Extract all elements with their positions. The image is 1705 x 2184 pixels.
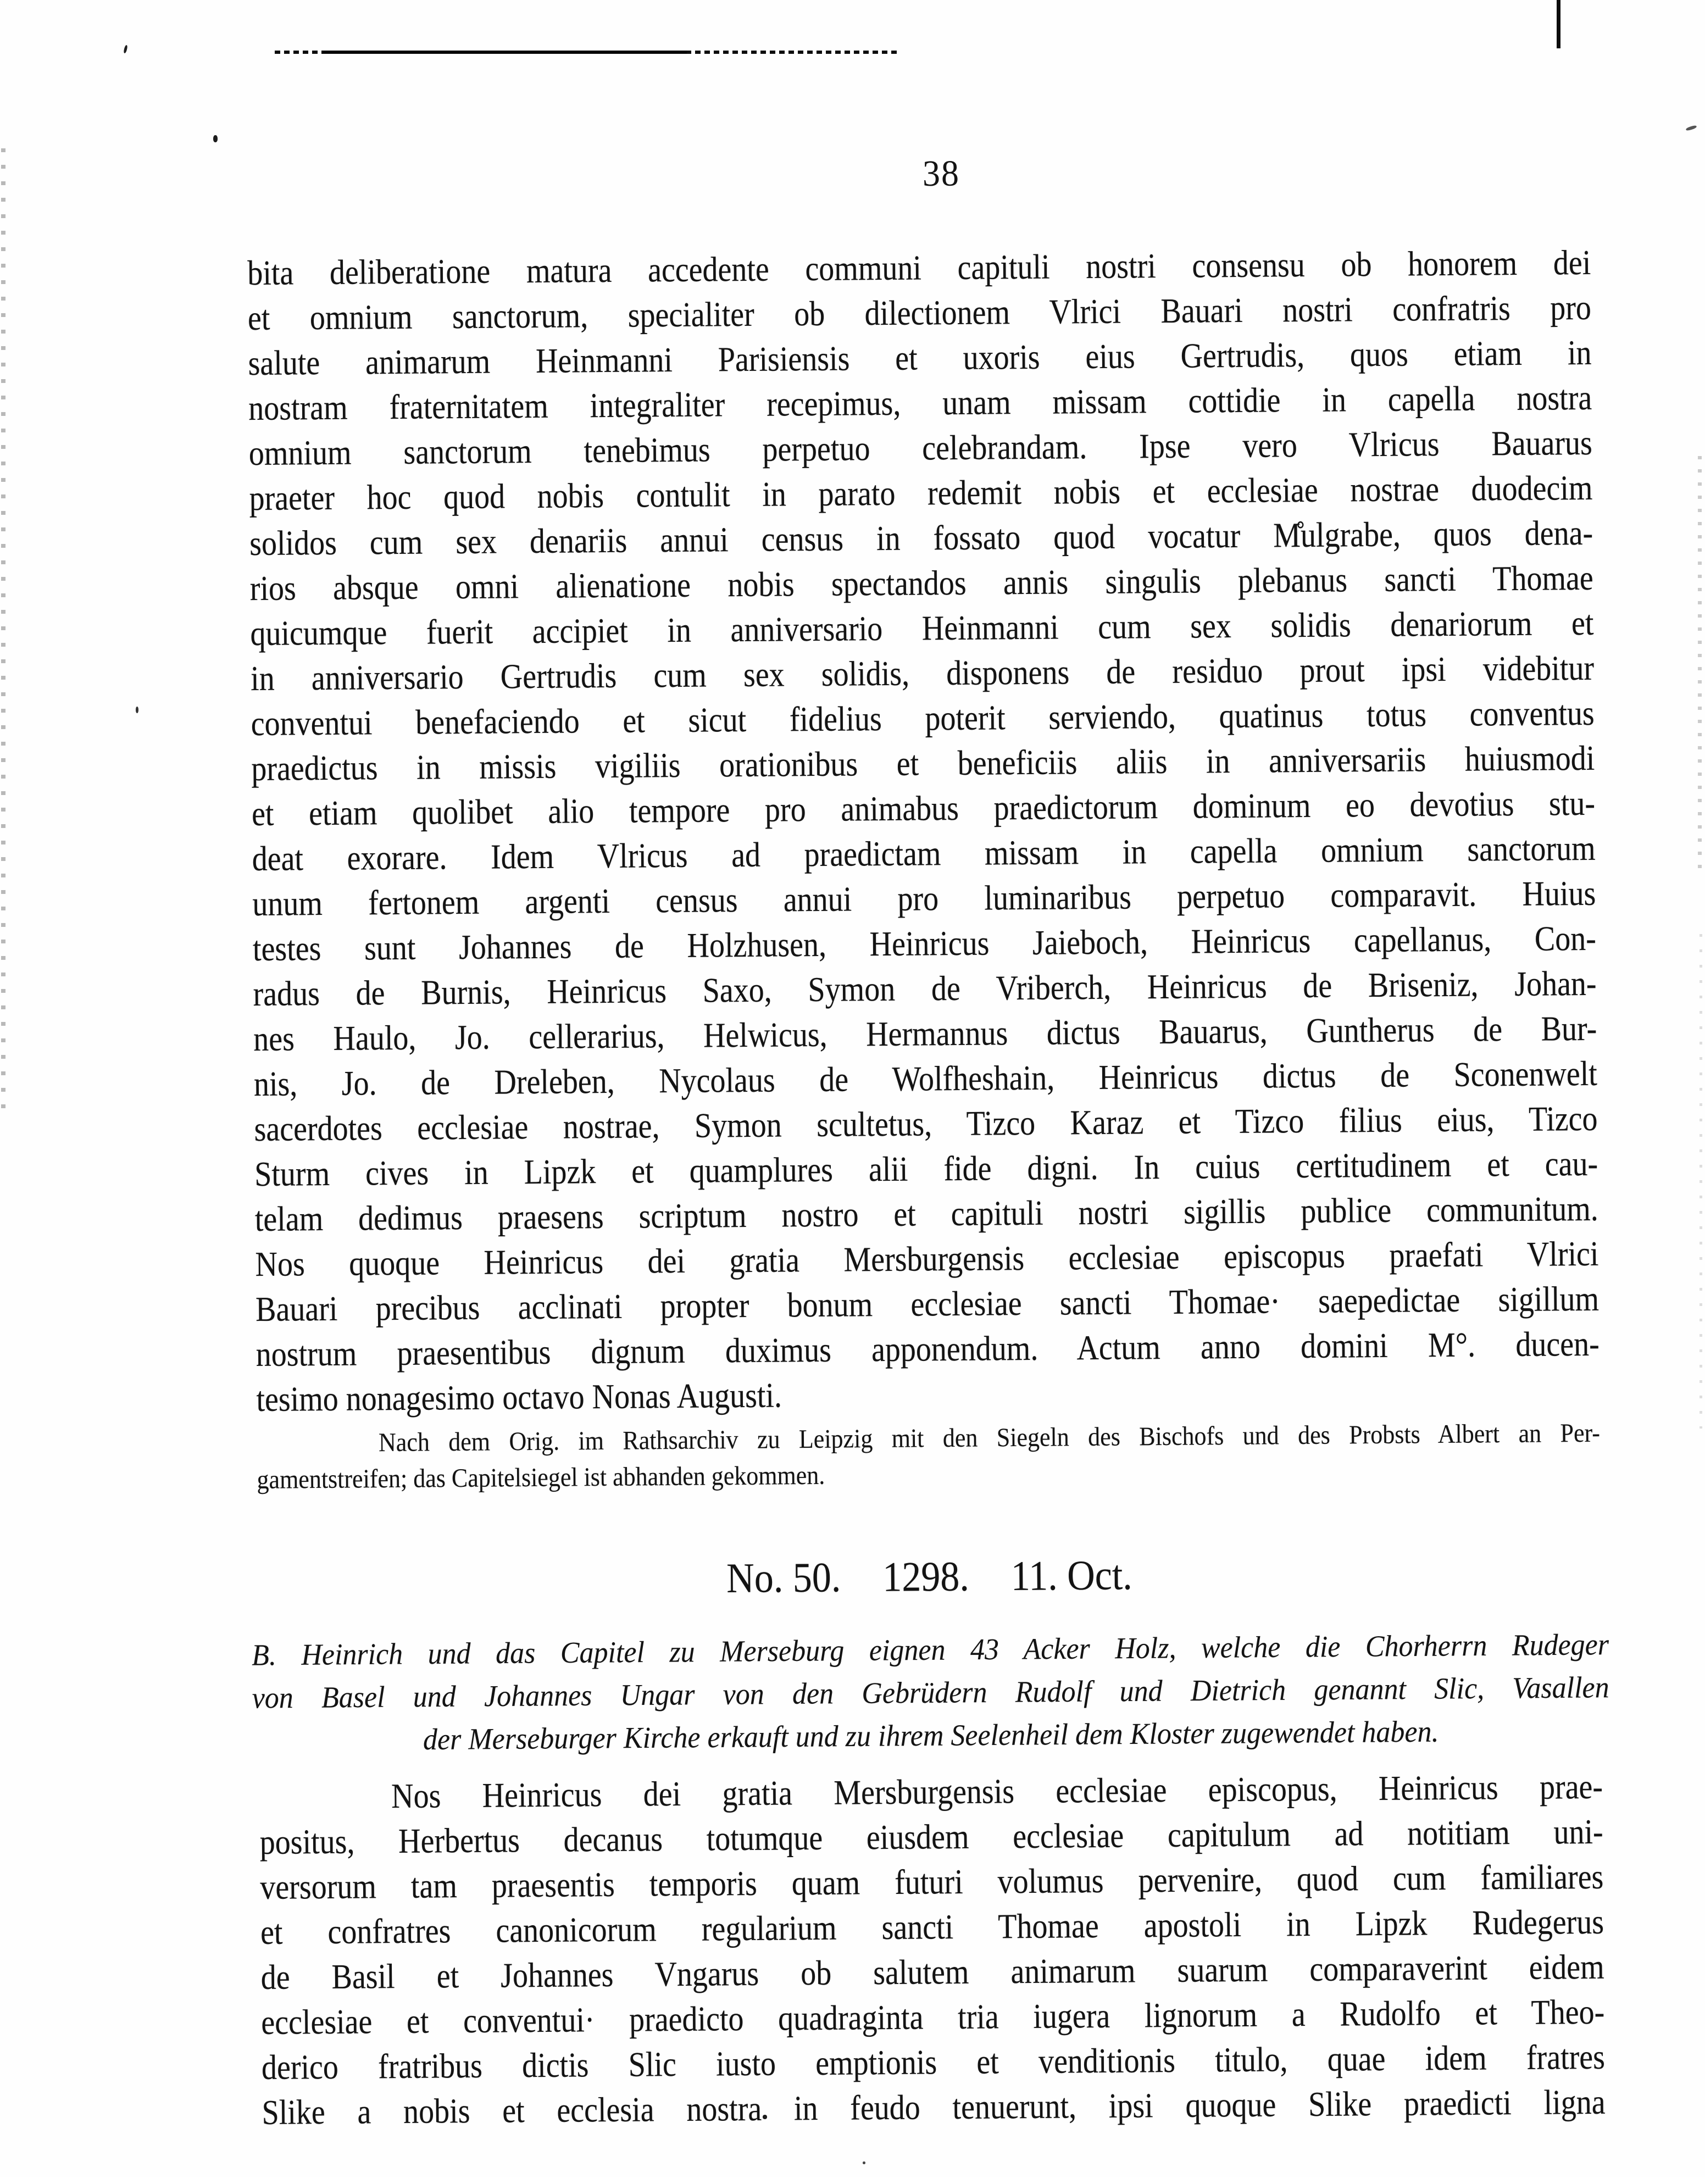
text-line: solidos cum sex denariis annui census in fossato quod vocatur M̊ulgrabe, quos dena- bbox=[249, 514, 1593, 563]
text-line: salute animarum Heinmanni Parisiensis et uxoris eius Gertrudis, quos etiam in bbox=[248, 334, 1592, 383]
note-line: Nach dem Orig. im Rathsarchiv zu Leipzig mit den Siegeln des Bischofs und des Probsts Albert an Per- bbox=[378, 1418, 1601, 1458]
text-line: quicumque fuerit accipiet in anniversario Heinmanni cum sex solidis denariorum et bbox=[250, 604, 1594, 653]
text-line: Slike a nobis et ecclesia nostra in feudo tenuerunt, ipsi quoque Slike praedicti ligna bbox=[262, 2082, 1606, 2132]
text-line: et confratres canonicorum regularium sancti Thomae apostoli in Lipzk Rudegerus bbox=[260, 1902, 1604, 1952]
text-line: deat exorare. Idem Vlricus ad praedictam missam in capella omnium sanctorum bbox=[252, 829, 1596, 879]
text-line: bita deliberatione matura accedente communi capituli nostri consensu ob honorem dei bbox=[247, 243, 1591, 293]
charter-50-body bbox=[259, 1764, 1606, 2135]
text-line: radus de Burnis, Heinricus Saxo, Symon de Vriberch, Heinricus de Briseniz, Johan- bbox=[253, 964, 1597, 1014]
text-line: conventui benefaciendo et sicut fidelius poterit serviendo, quatinus totus conventus bbox=[251, 694, 1595, 743]
text-line: telam dedimus praesens scriptum nostro et capituli nostri sigillis publice communitum. bbox=[254, 1190, 1599, 1239]
text-line: nostrum praesentibus dignum duximus apponendum. Actum anno domini M°. ducen- bbox=[256, 1325, 1600, 1374]
text-line: in anniversario Gertrudis cum sex solidis, disponens de residuo prout ipsi videbitur bbox=[250, 649, 1595, 698]
text-line: de Basil et Johannes Vngarus ob salutem animarum suarum comparaverint eidem bbox=[260, 1947, 1604, 1997]
text-line: rios absque omni alienatione nobis spectandos annis singulis plebanus sancti Thomae bbox=[249, 559, 1594, 608]
source-note bbox=[257, 1415, 1601, 1498]
text-line: praedictus in missis vigiliis orationibus et beneficiis aliis in anniversariis huiusmodi bbox=[251, 739, 1595, 788]
entry-number: No. 50. bbox=[726, 1554, 841, 1602]
text-line: omnium sanctorum tenebimus perpetuo celebrandam. Ipse vero Vlricus Bauarus bbox=[248, 424, 1593, 473]
text-line: Nos quoque Heinricus dei gratia Mersburgensis ecclesiae episcopus praefati Vlrici bbox=[255, 1235, 1599, 1284]
text-line: sacerdotes ecclesiae nostrae, Symon scultetus, Tizco Karaz et Tizco filius eius, Tizco bbox=[254, 1099, 1598, 1149]
summary-line: B. Heinrich und das Capitel zu Merseburg eignen 43 Acker Holz, welche die Chorherrn Rudeger bbox=[251, 1628, 1609, 1672]
text-line: Bauari precibus acclinati propter bonum ecclesiae sancti Thomae· saepedictae sigillum bbox=[255, 1280, 1600, 1329]
text-line: tesimo nonagesimo octavo Nonas Augusti. bbox=[256, 1376, 782, 1419]
entry-heading bbox=[258, 1548, 1602, 1607]
text-line: et etiam quolibet alio tempore pro animabus praedictorum dominum eo devotius stu- bbox=[251, 784, 1596, 833]
page-number: 38 bbox=[922, 152, 960, 194]
note-line: gamentstreifen; das Capitelsiegel ist abhanden gekommen. bbox=[257, 1460, 825, 1494]
text-line: ecclesiae et conventui· praedicto quadraginta tria iugera lignorum a Rudolfo et Theo- bbox=[261, 1992, 1605, 2042]
text-line: nostram fraternitatem integraliter recepimus, unam missam cottidie in capella nostra bbox=[248, 379, 1592, 428]
text-line: Sturm cives in Lipzk et quamplures alii fide digni. In cuius certitudinem et cau- bbox=[254, 1144, 1598, 1194]
text-line: versorum tam praesentis temporis quam futuri volumus pervenire, quod cum familiares bbox=[260, 1857, 1604, 1907]
summary-line: von Basel und Johannes Ungar von den Gebrüdern Rudolf und Dietrich genannt Slic, Vasallen bbox=[252, 1671, 1609, 1715]
text-line: praeter hoc quod nobis contulit in parato redemit nobis et ecclesiae nostrae duodecim bbox=[249, 469, 1593, 518]
text-line: nis, Jo. de Dreleben, Nycolaus de Wolfheshain, Heinricus dictus de Sconenwelt bbox=[253, 1054, 1598, 1104]
text-line: nes Haulo, Jo. cellerarius, Helwicus, Hermannus dictus Bauarus, Guntherus de Bur- bbox=[253, 1009, 1597, 1059]
charter-49-body bbox=[247, 240, 1600, 1422]
text-line: Nos Heinricus dei gratia Mersburgensis ecclesiae episcopus, Heinricus prae- bbox=[391, 1767, 1603, 1816]
text-line: testes sunt Johannes de Holzhusen, Heinricus Jaieboch, Heinricus capellanus, Con- bbox=[252, 919, 1597, 969]
text-line: positus, Herbertus decanus totumque eiusdem ecclesiae capitulum ad notitiam uni- bbox=[259, 1812, 1603, 1862]
entry-summary bbox=[252, 1624, 1610, 1763]
entry-date: 11. Oct. bbox=[1010, 1552, 1133, 1600]
text-line: unum fertonem argenti census annui pro luminaribus perpetuo comparavit. Huius bbox=[252, 874, 1596, 924]
entry-year: 1298. bbox=[882, 1553, 970, 1601]
text-line: et omnium sanctorum, specialiter ob dilectionem Vlrici Bauari nostri confratris pro bbox=[247, 288, 1592, 338]
summary-line: der Merseburger Kirche erkauft und zu ihrem Seelenheil dem Kloster zugewendet haben. bbox=[423, 1715, 1439, 1757]
text-line: derico fratribus dictis Slic iusto emptionis et venditionis titulo, quae idem fratres bbox=[261, 2037, 1606, 2087]
